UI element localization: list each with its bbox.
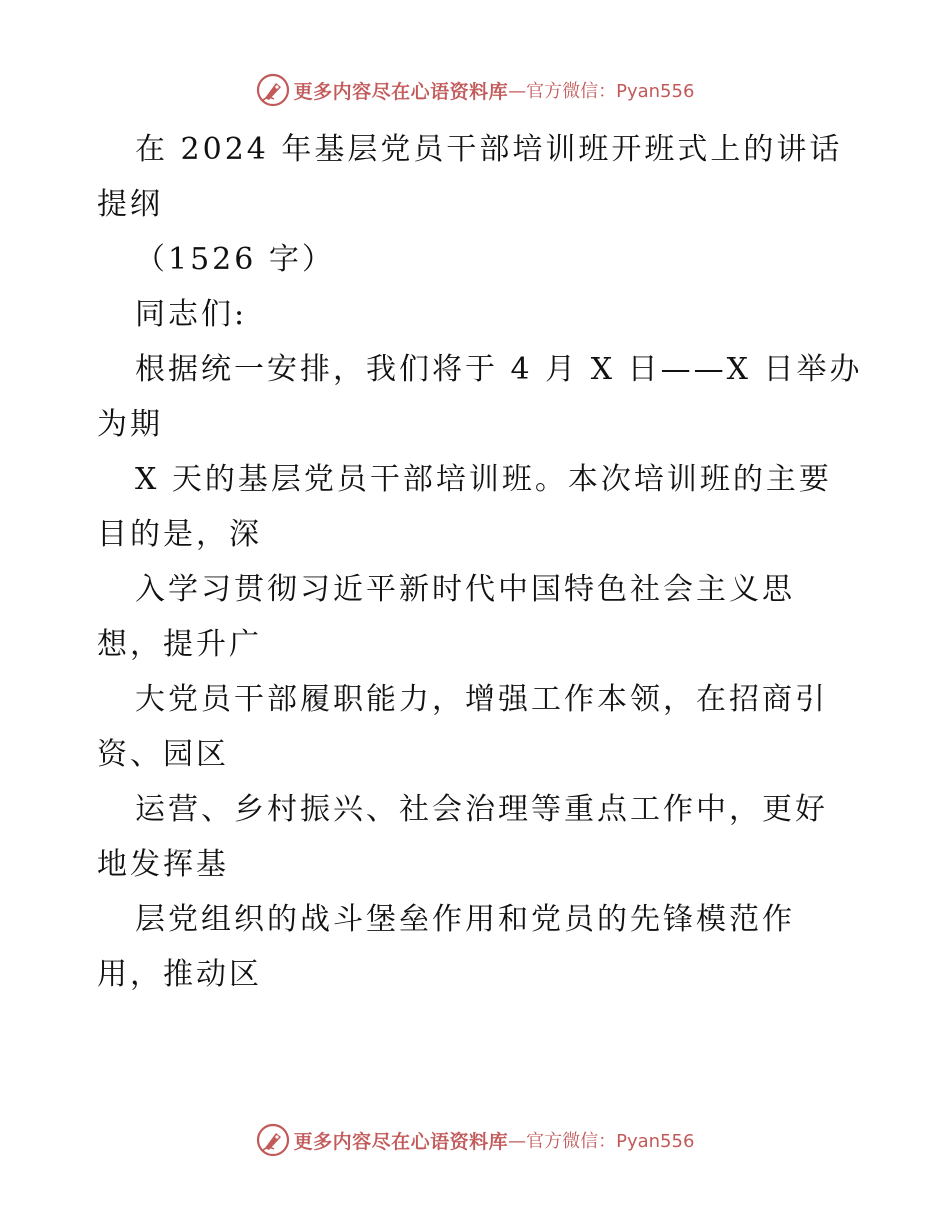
- paragraph-line: 运营、乡村振兴、社会治理等重点工作中，更好: [135, 792, 828, 827]
- word-count: （1526 字）: [135, 242, 335, 277]
- document-body: [97, 122, 863, 1002]
- document-title-line-1: 在 2024 年基层党员干部培训班开班式上的讲话: [135, 132, 843, 167]
- paragraph-line: 层党组织的战斗堡垒作用和党员的先锋模范作: [135, 902, 795, 937]
- paragraph-line: 用，推动区: [97, 957, 262, 992]
- document-title-line-2: 提纲: [97, 187, 163, 222]
- paragraph-line: 想，提升广: [97, 627, 262, 662]
- paragraph-line: 地发挥基: [97, 847, 229, 882]
- pen-nib-logo-icon: [256, 73, 290, 107]
- greeting: 同志们:: [135, 297, 248, 332]
- paragraph-line: 为期: [97, 407, 163, 442]
- banner-contact-text: —官方微信：Pyan556: [508, 1131, 695, 1152]
- banner-contact-text: —官方微信：Pyan556: [508, 81, 695, 102]
- header-watermark-banner: [0, 70, 950, 110]
- paragraph-line: X 天的基层党员干部培训班。本次培训班的主要: [135, 462, 832, 497]
- paragraph-line: 大党员干部履职能力，增强工作本领，在招商引: [135, 682, 828, 717]
- paragraph-line: 入学习贯彻习近平新时代中国特色社会主义思: [135, 572, 795, 607]
- paragraph-line: 目的是，深: [97, 517, 262, 552]
- paragraph-line: 根据统一安排，我们将于 4 月 X 日——X 日举办: [135, 352, 863, 387]
- banner-main-text: 更多内容尽在心语资料库: [293, 80, 509, 103]
- paragraph-line: 资、园区: [97, 737, 229, 772]
- pen-nib-logo-icon: [256, 1123, 290, 1157]
- banner-main-text: 更多内容尽在心语资料库: [293, 1130, 509, 1153]
- footer-watermark-banner: [0, 1120, 950, 1160]
